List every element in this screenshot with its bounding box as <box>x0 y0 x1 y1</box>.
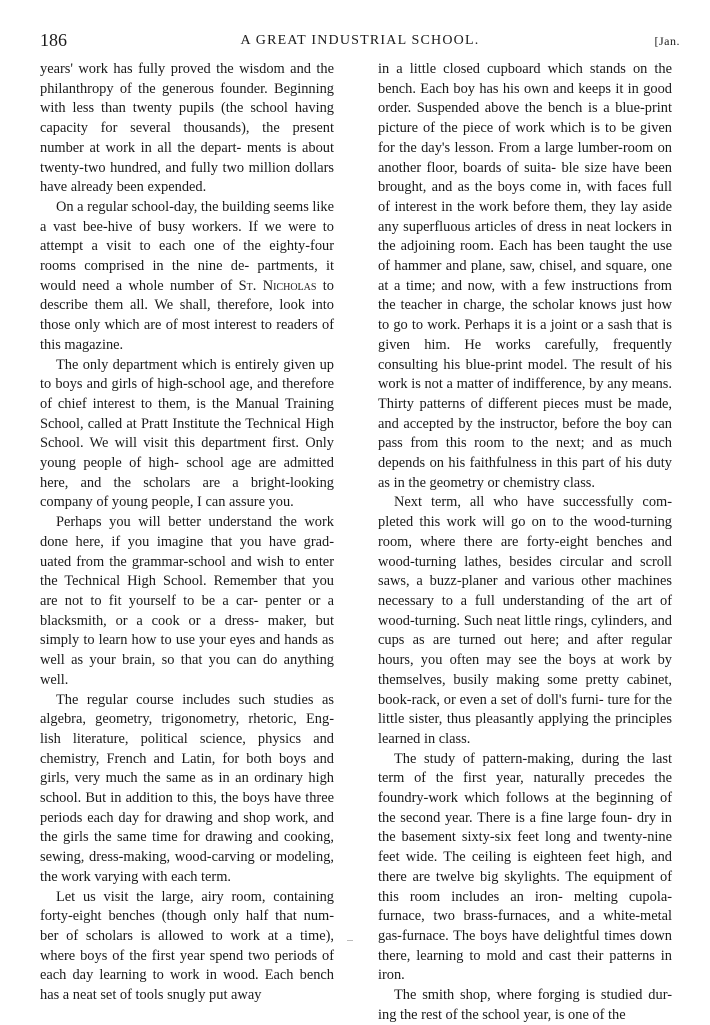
footer-rule <box>347 940 353 941</box>
paragraph: The regular course includes such studies as algebra, geometry, trigonometry, rhetoric, Eng- lish literature, political science, physics and chemistry, French and Latin, for both boys and girls, very much the same as in an ordinary high school. But in addition to this, the boys have three periods each day for drawing and shop work, and the girls the same time for drawing and cooking, sewing, dress-making, wood-carving or modeling, the work varying with each term. <box>40 691 334 885</box>
running-title: A GREAT INDUSTRIAL SCHOOL. <box>240 33 480 48</box>
paragraph: Let us visit the large, airy room, containing forty-eight benches (though only half that num- ber of scholars is allowed to work at a time), where boys of the first year spend two periods of each day learning to work in wood. Each bench has a neat set of tools snugly put away <box>40 888 334 1004</box>
paragraph <box>40 198 334 356</box>
paragraph-text: On a regular school-day, the building seems like a vast bee-hive of busy workers. If we were to attempt a visit to each one of the eighty-four rooms comprised in the nine de- partments, it would need a whole number of <box>40 198 335 294</box>
paragraph: The smith shop, where forging is studied dur- ing the rest of the school year, is one of the <box>378 987 672 1023</box>
left-column <box>40 60 335 1004</box>
page-header <box>40 30 680 54</box>
paragraph-text: to describe them all. We shall, therefore, look into those only which are of most interest to readers of this magazine. <box>40 277 334 353</box>
paragraph: Perhaps you will better understand the work done here, if you imagine that you have grad- uated from the grammar-school and wish to enter the Technical High School. Remember that you are not to fit yourself to be a car- penter or a blacksmith, or a cook or a dress- maker, but simply to learn how to use your eyes and hands as well as your brain, so that you can do anything well. <box>40 514 334 688</box>
paragraph: The only department which is entirely given up to boys and girls of high-school age, and therefore of chief interest to them, is the Manual Training School, called at Pratt Institute the Technical High School. We will visit this department first. Only young people of high- school age are admitted here, and the scholars are a bright-looking company of young people, I can assure you. <box>40 356 334 511</box>
magazine-name: St. Nicholas <box>238 277 317 294</box>
paragraph: in a little closed cupboard which stands on the bench. Each boy has his own and keeps it in good order. Suspended above the bench is a blue-print picture of the piece of work which is to be given for the day's lesson. From a large lumber-room on another floor, boards of suita- ble size have been brought, and as the boys come in, with faces full of interest in the work before them, they lay aside any superfluous articles of dress in neat lockers in the adjoining room. Each has been taught the use of hammer and plane, saw, chisel, and square, one at a time; and now, with a few instructions from the teacher in charge, the scholar knows just how to go to work. Perhaps it is a joint or a sash that is given him. He works carefully, frequently consulting his blue-print model. The result of his work is not a matter of indifference, by any means. Thirty patterns of different pieces must be made, and accepted by the instructor, before the boy can pass from this room to the next; and as much depends on his faithfulness in this part of his duty as in the geometry or chemistry class. <box>378 61 672 491</box>
paragraph: The study of pattern-making, during the last term of the first year, naturally precedes the foundry-work which follows at the beginning of the second year. There is a fine large foun- dry in the basement sixty-six feet long and twenty-nine feet wide. The ceiling is eighteen feet high, and there are twelve big skylights. The equipment of this room includes an iron- melting cupola-furnace, two brass-furnaces, and a white-metal gas-furnace. The boys have delightful times down there, learning to mold and cast their patterns in iron. <box>378 750 672 984</box>
paragraph: Next term, all who have successfully com- pleted this work will go on to the wood-turning room, where there are forty-eight benches and wood-turning lathes, besides circular and scroll saws, a buzz-planer and various other machines necessary to a full understanding of the art of wood-turning. Such neat little rings, cylinders, and cups as are turned out here; and after regular hours, you often may see the boys at work by themselves, busily making some pretty cabinet, book-rack, or even a set of doll's furni- ture for the little sister, thus pleasantly applying the principles learned in class. <box>378 494 672 747</box>
paragraph: years' work has fully proved the wisdom and the philanthropy of the generous founder. Beginning with less than twenty pupils (the school having capacity for several thousands), the present number at work in all the depart- ments is about twenty-two hundred, and fully two million dollars have already been expended. <box>40 61 334 196</box>
issue-month: [Jan. <box>654 34 680 48</box>
right-column <box>378 60 672 1023</box>
page-number: 186 <box>40 30 67 50</box>
